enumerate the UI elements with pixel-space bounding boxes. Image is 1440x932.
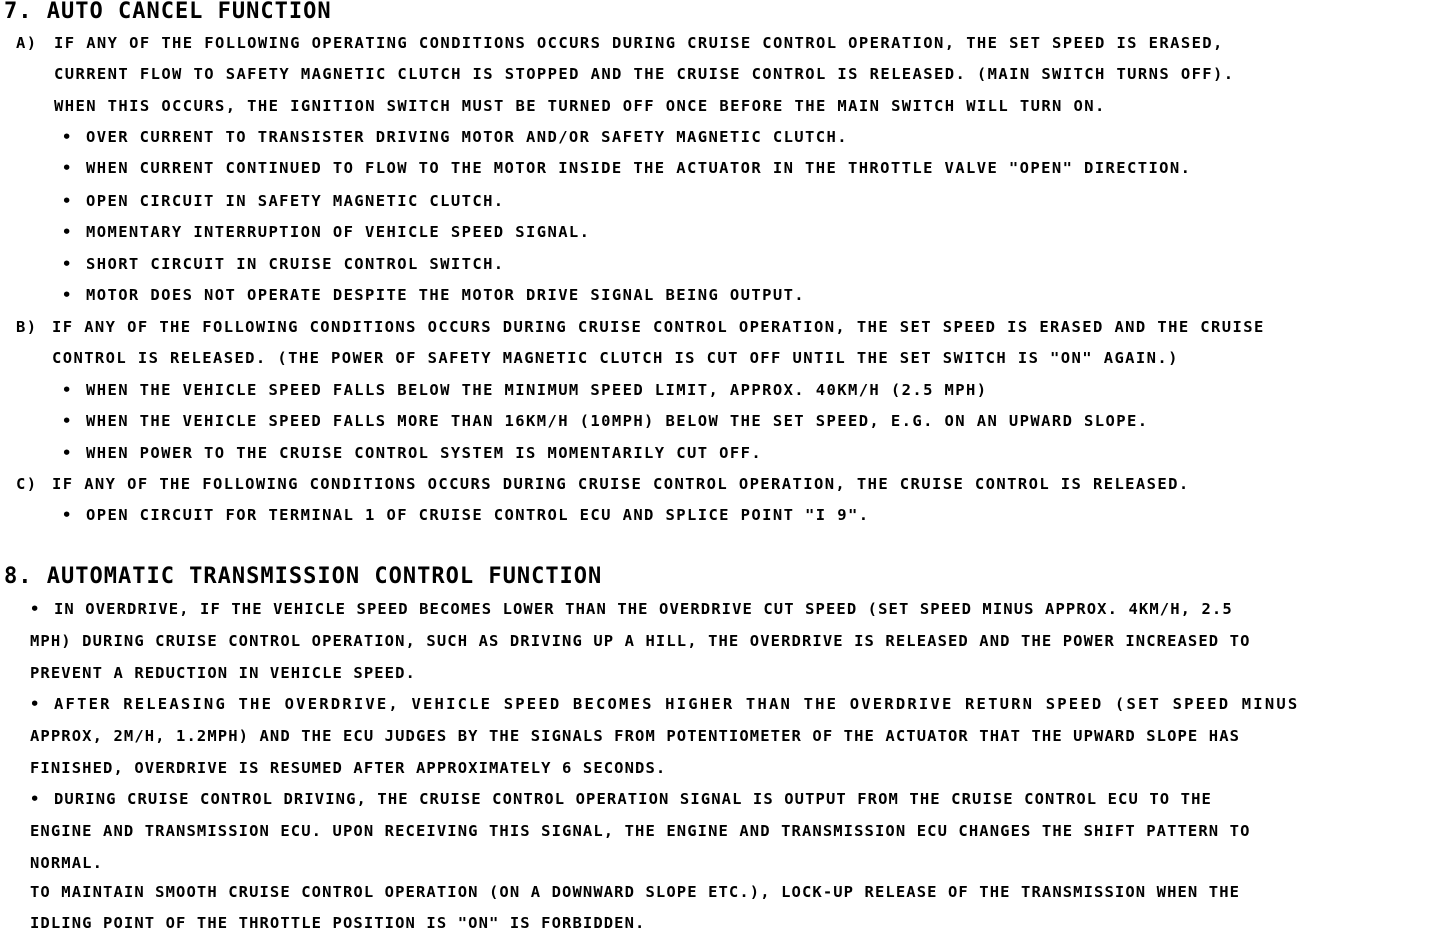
section-8-paragraph-2-line-2: APPROX, 2M/H, 1.2MPH) AND THE ECU JUDGES BY THE SIGNALS FROM POTENTIOMETER OF THE ACTUATOR THAT THE UPWARD SLOPE HAS — [30, 727, 1241, 745]
item-a-bullet-3: • OPEN CIRCUIT IN SAFETY MAGNETIC CLUTCH. — [62, 192, 505, 210]
item-b-line-2: CONTROL IS RELEASED. (THE POWER OF SAFETY MAGNETIC CLUTCH IS CUT OFF UNTIL THE SET SWITCH IS "ON" AGAIN.) — [52, 349, 1179, 367]
item-b-bullet-1: • WHEN THE VEHICLE SPEED FALLS BELOW THE MINIMUM SPEED LIMIT, APPROX. 40KM/H (2.5 MPH) — [62, 381, 987, 399]
item-a-marker: A) — [16, 34, 38, 52]
item-a-bullet-2: • WHEN CURRENT CONTINUED TO FLOW TO THE MOTOR INSIDE THE ACTUATOR IN THE THROTTLE VALVE "OPEN" DIRECTION. — [62, 159, 1191, 177]
section-7-heading: 7. AUTO CANCEL FUNCTION — [4, 0, 332, 24]
section-8-paragraph-3-line-2: ENGINE AND TRANSMISSION ECU. UPON RECEIVING THIS SIGNAL, THE ENGINE AND TRANSMISSION ECU CHANGES THE SHIFT PATTERN TO — [30, 822, 1251, 840]
section-8-paragraph-1-line-1: • IN OVERDRIVE, IF THE VEHICLE SPEED BECOMES LOWER THAN THE OVERDRIVE CUT SPEED (SET SPEED MINUS APPROX. 4KM/H, 2.5 — [30, 600, 1233, 618]
item-b-marker: B) — [16, 318, 38, 336]
item-b-bullet-2: • WHEN THE VEHICLE SPEED FALLS MORE THAN 16KM/H (10MPH) BELOW THE SET SPEED, E.G. ON AN UPWARD SLOPE. — [62, 412, 1148, 430]
item-a-line-1: IF ANY OF THE FOLLOWING OPERATING CONDITIONS OCCURS DURING CRUISE CONTROL OPERATION, THE SET SPEED IS ERASED, — [54, 34, 1224, 52]
section-8-paragraph-2-line-1: • AFTER RELEASING THE OVERDRIVE, VEHICLE SPEED BECOMES HIGHER THAN THE OVERDRIVE RETURN SPEED (SET SPEED MINUS — [30, 695, 1299, 713]
item-a-bullet-5: • SHORT CIRCUIT IN CRUISE CONTROL SWITCH. — [62, 255, 505, 273]
section-8-paragraph-3-line-1: • DURING CRUISE CONTROL DRIVING, THE CRUISE CONTROL OPERATION SIGNAL IS OUTPUT FROM THE CRUISE CONTROL ECU TO THE — [30, 790, 1212, 808]
section-8-paragraph-4-line-1: TO MAINTAIN SMOOTH CRUISE CONTROL OPERATION (ON A DOWNWARD SLOPE ETC.), LOCK-UP RELEASE OF THE TRANSMISSION WHEN THE — [30, 883, 1241, 901]
item-c-line-1: IF ANY OF THE FOLLOWING CONDITIONS OCCURS DURING CRUISE CONTROL OPERATION, THE CRUISE CONTROL IS RELEASED. — [52, 475, 1190, 493]
item-b-bullet-3: • WHEN POWER TO THE CRUISE CONTROL SYSTEM IS MOMENTARILY CUT OFF. — [62, 444, 762, 462]
section-8-paragraph-1-line-3: PREVENT A REDUCTION IN VEHICLE SPEED. — [30, 664, 416, 682]
section-8-paragraph-3-line-3: NORMAL. — [30, 854, 104, 872]
item-a-line-2: CURRENT FLOW TO SAFETY MAGNETIC CLUTCH IS STOPPED AND THE CRUISE CONTROL IS RELEASED. (MAIN SWITCH TURNS OFF). — [54, 65, 1235, 83]
section-8-paragraph-2-line-3: FINISHED, OVERDRIVE IS RESUMED AFTER APPROXIMATELY 6 SECONDS. — [30, 759, 667, 777]
item-c-bullet-1: • OPEN CIRCUIT FOR TERMINAL 1 OF CRUISE CONTROL ECU AND SPLICE POINT "I 9". — [62, 506, 869, 524]
item-b-line-1: IF ANY OF THE FOLLOWING CONDITIONS OCCURS DURING CRUISE CONTROL OPERATION, THE SET SPEED IS ERASED AND THE CRUISE — [52, 318, 1265, 336]
section-8-heading: 8. AUTOMATIC TRANSMISSION CONTROL FUNCTION — [4, 564, 603, 589]
item-a-bullet-4: • MOMENTARY INTERRUPTION OF VEHICLE SPEED SIGNAL. — [62, 223, 590, 241]
item-a-bullet-1: • OVER CURRENT TO TRANSISTER DRIVING MOTOR AND/OR SAFETY MAGNETIC CLUTCH. — [62, 128, 848, 146]
item-a-bullet-6: • MOTOR DOES NOT OPERATE DESPITE THE MOTOR DRIVE SIGNAL BEING OUTPUT. — [62, 286, 805, 304]
section-8-paragraph-1-line-2: MPH) DURING CRUISE CONTROL OPERATION, SUCH AS DRIVING UP A HILL, THE OVERDRIVE IS RELEASED AND THE POWER INCREASED TO — [30, 632, 1251, 650]
section-8-paragraph-4-line-2: IDLING POINT OF THE THROTTLE POSITION IS "ON" IS FORBIDDEN. — [30, 914, 646, 932]
item-a-line-3: WHEN THIS OCCURS, THE IGNITION SWITCH MUST BE TURNED OFF ONCE BEFORE THE MAIN SWITCH WILL TURN ON. — [54, 97, 1106, 115]
item-c-marker: C) — [16, 475, 38, 493]
